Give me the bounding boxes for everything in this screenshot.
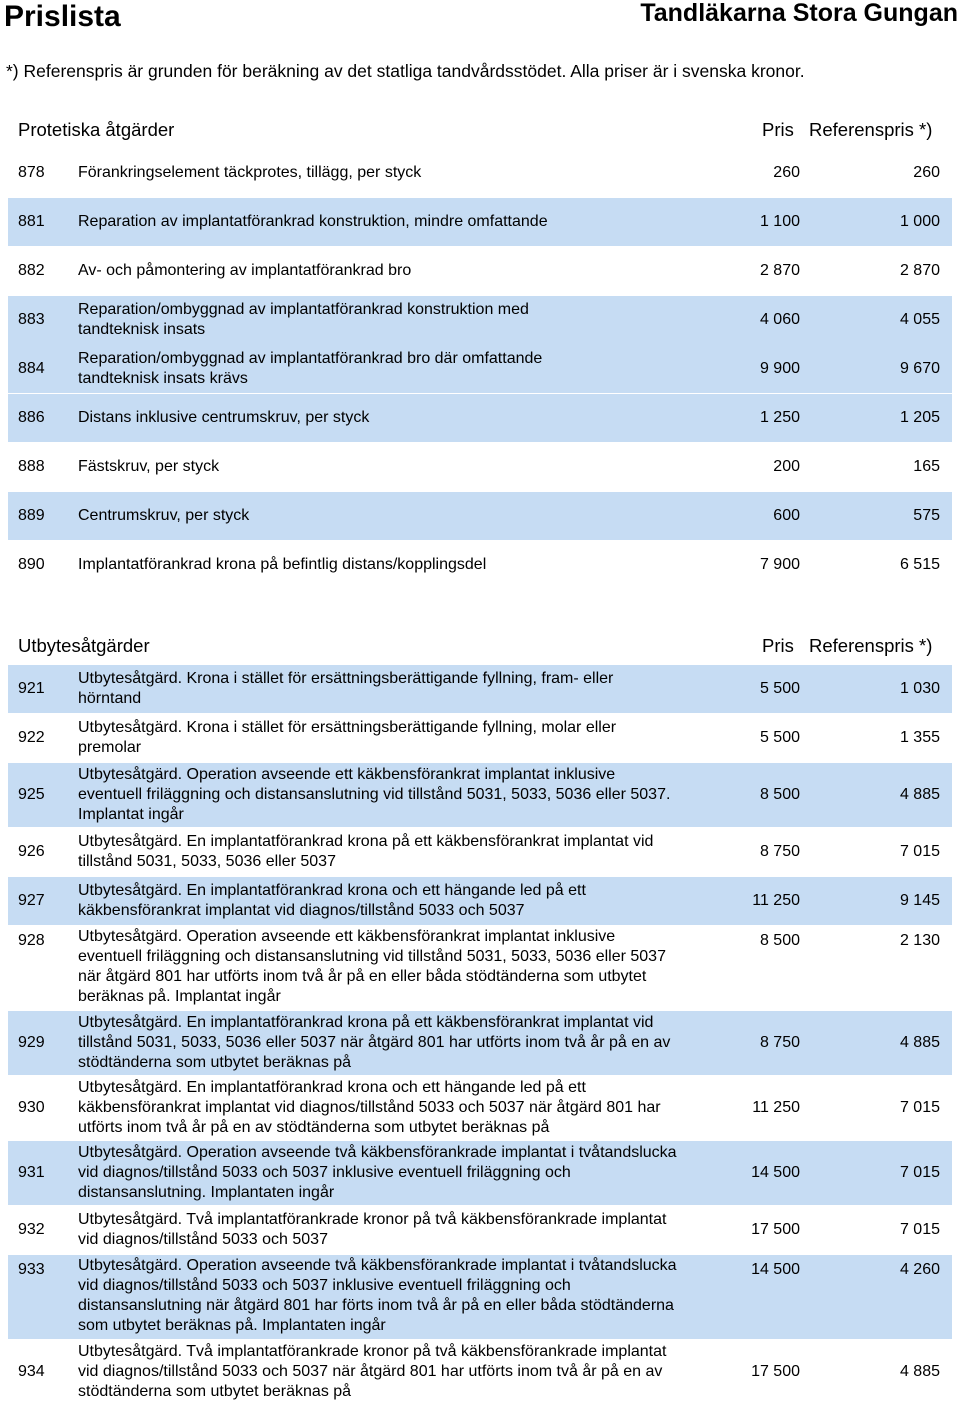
price-row	[8, 1340, 952, 1404]
price-column-header: Pris	[762, 635, 794, 656]
procedure-code: 889	[18, 507, 45, 524]
procedure-reference-price: 2 870	[899, 262, 940, 279]
procedure-reference-price: 9 145	[899, 892, 940, 909]
procedure-price: 8 500	[759, 932, 800, 949]
procedure-description: Utbytesåtgärd. Operation avseende två käkbensförankrade implantat i tvåtandslucka vid diagnos/tillstånd 5033 och 5037 inklusive eventuell friläggning och distansanslutning när åtgärd 801 har förts inom två år på en eller båda stödtänderna som utbytet beräknas på. Implantaten ingår	[78, 1257, 677, 1334]
procedure-code: 890	[18, 556, 45, 573]
procedure-price: 8 750	[759, 1034, 800, 1051]
procedure-code: 928	[18, 932, 45, 949]
section-header	[8, 107, 952, 149]
procedure-code: 933	[18, 1261, 45, 1278]
reference-price-note: *) Referenspris är grunden för beräkning av det statliga tandvårdsstödet. Alla priser är i svenska kronor.	[6, 61, 805, 81]
procedure-code: 878	[18, 164, 45, 181]
procedure-code: 930	[18, 1099, 45, 1116]
price-row	[8, 247, 952, 295]
procedure-reference-price: 7 015	[899, 1164, 940, 1181]
price-row	[8, 492, 952, 540]
procedure-price: 5 500	[759, 680, 800, 697]
procedure-code: 886	[18, 409, 45, 426]
procedure-reference-price: 4 885	[899, 786, 940, 803]
procedure-description: Utbytesåtgärd. En implantatförankrad krona på ett käkbensförankrat implantat vid tillstånd 5031, 5033, 5036 eller 5037 när åtgärd 801 har utförts inom två år på en av stödtänderna som utbytet beräknas på	[78, 1014, 671, 1071]
procedure-code: 881	[18, 213, 45, 230]
procedure-description: Reparation av implantatförankrad konstruktion, mindre omfattande	[78, 213, 548, 230]
procedure-description: Utbytesåtgärd. Operation avseende ett käkbensförankrat implantat inklusive eventuell friläggning och distansanslutning vid tillstånd 5031, 5033, 5036 eller 5037 när åtgärd 801 har utförts inom två år på en eller båda stödtänderna som utbytet beräknas på. Implantat ingår	[78, 928, 666, 1005]
price-row	[8, 877, 952, 925]
procedure-reference-price: 1 030	[899, 680, 940, 697]
price-row	[8, 1255, 952, 1339]
procedure-description: Utbytesåtgärd. Krona i stället för ersättningsberättigande fyllning, molar eller premolar	[78, 719, 617, 756]
procedure-reference-price: 260	[913, 164, 940, 181]
procedure-description: Reparation/ombyggnad av implantatförankrad konstruktion med tandteknisk insats	[78, 301, 529, 338]
price-row	[8, 665, 952, 713]
procedure-code: 926	[18, 843, 45, 860]
section-title: Protetiska åtgärder	[18, 119, 175, 140]
price-row	[8, 1076, 952, 1140]
procedure-code: 927	[18, 892, 45, 909]
price-row	[8, 149, 952, 197]
price-row-group	[8, 296, 952, 393]
procedure-price: 11 250	[752, 1099, 800, 1116]
price-row	[8, 394, 952, 442]
price-row	[8, 1206, 952, 1254]
section-protetiska	[8, 107, 952, 590]
page-title: Prislista	[4, 0, 121, 33]
section-utbytesatgarder	[8, 623, 952, 1404]
procedure-description: Utbytesåtgärd. En implantatförankrad krona på ett käkbensförankrat implantat vid tillstånd 5031, 5033, 5036 eller 5037	[78, 833, 654, 870]
procedure-code: 934	[18, 1363, 45, 1380]
procedure-code: 931	[18, 1164, 45, 1181]
procedure-reference-price: 2 130	[899, 932, 940, 949]
procedure-price: 9 900	[759, 359, 800, 377]
procedure-price: 4 060	[759, 311, 800, 328]
procedure-description: Utbytesåtgärd. Krona i stället för ersättningsberättigande fyllning, fram- eller hörntand	[78, 670, 614, 707]
clinic-name: Tandläkarna Stora Gungan	[640, 0, 958, 27]
price-row	[8, 714, 952, 762]
procedure-code: 883	[18, 311, 45, 328]
procedure-description: Utbytesåtgärd. En implantatförankrad krona och ett hängande led på ett käkbensförankrat implantat vid diagnos/tillstånd 5033 och 5037	[78, 882, 586, 919]
procedure-reference-price: 1 205	[899, 409, 940, 426]
procedure-code: 921	[18, 680, 45, 697]
procedure-description: Implantatförankrad krona på befintlig distans/kopplingsdel	[78, 556, 487, 573]
procedure-description: Utbytesåtgärd. Två implantatförankrade kronor på två käkbensförankrade implantat vid diagnos/tillstånd 5033 och 5037	[78, 1211, 667, 1248]
procedure-code: 884	[18, 359, 45, 377]
price-row	[8, 443, 952, 491]
price-row	[8, 541, 952, 589]
procedure-code: 929	[18, 1034, 45, 1051]
procedure-price: 260	[773, 164, 800, 181]
price-row	[8, 926, 952, 1010]
procedure-price: 8 500	[759, 786, 800, 803]
procedure-description: Utbytesåtgärd. En implantatförankrad krona och ett hängande led på ett käkbensförankrat implantat vid diagnos/tillstånd 5033 och 5037 när åtgärd 801 har utförts inom två år på en av stödtänderna som utbytet beräknas på	[78, 1079, 661, 1136]
price-row	[8, 198, 952, 246]
price-row	[8, 763, 952, 827]
procedure-price: 14 500	[751, 1164, 800, 1181]
procedure-description: Reparation/ombyggnad av implantatförankrad bro där omfattande tandteknisk insats krävs	[78, 349, 543, 387]
procedure-code: 882	[18, 262, 45, 279]
procedure-description: Distans inklusive centrumskruv, per styck	[78, 409, 370, 426]
procedure-price: 2 870	[759, 262, 800, 279]
procedure-reference-price: 575	[913, 507, 940, 524]
reference-price-column-header: Referenspris *)	[809, 635, 933, 656]
procedure-code: 925	[18, 786, 45, 803]
procedure-price: 11 250	[752, 892, 800, 909]
procedure-price: 17 500	[751, 1363, 800, 1380]
procedure-price: 600	[773, 507, 800, 524]
procedure-price: 1 100	[759, 213, 800, 230]
procedure-reference-price: 165	[913, 458, 940, 475]
procedure-description: Centrumskruv, per styck	[78, 507, 250, 524]
procedure-reference-price: 6 515	[899, 556, 940, 573]
procedure-description: Utbytesåtgärd. Operation avseende ett käkbensförankrat implantat inklusive eventuell friläggning och distansanslutning vid tillstånd 5031, 5033, 5036 eller 5037. Implantat ingår	[78, 766, 671, 823]
procedure-description: Av- och påmontering av implantatförankrad bro	[78, 262, 412, 279]
procedure-description: Utbytesåtgärd. Operation avseende två käkbensförankrade implantat i tvåtandslucka vid diagnos/tillstånd 5033 och 5037 inklusive eventuell friläggning och distansanslutning. Implantaten ingår	[78, 1144, 677, 1201]
price-row	[8, 1011, 952, 1075]
price-column-header: Pris	[762, 119, 794, 140]
procedure-reference-price: 7 015	[899, 843, 940, 860]
procedure-code: 888	[18, 458, 45, 475]
procedure-reference-price: 4 260	[899, 1261, 940, 1278]
procedure-price: 8 750	[759, 843, 800, 860]
procedure-price: 7 900	[759, 556, 800, 573]
procedure-code: 922	[18, 729, 45, 746]
procedure-reference-price: 4 055	[899, 311, 940, 328]
procedure-reference-price: 7 015	[899, 1099, 940, 1116]
procedure-reference-price: 1 355	[899, 729, 940, 746]
procedure-description: Fästskruv, per styck	[78, 458, 220, 475]
procedure-price: 14 500	[751, 1261, 800, 1278]
procedure-description: Förankringselement täckprotes, tillägg, per styck	[78, 164, 422, 181]
procedure-price: 1 250	[759, 409, 800, 426]
procedure-reference-price: 1 000	[899, 213, 940, 230]
section-title: Utbytesåtgärder	[18, 635, 150, 656]
section-header	[8, 623, 952, 665]
procedure-price: 17 500	[751, 1221, 800, 1238]
procedure-description: Utbytesåtgärd. Två implantatförankrade kronor på två käkbensförankrade implantat vid diagnos/tillstånd 5033 och 5037 när åtgärd 801 har utförts inom två år på en av stödtänderna som utbytet beräknas på	[78, 1343, 667, 1400]
procedure-price: 5 500	[759, 729, 800, 746]
procedure-reference-price: 4 885	[899, 1034, 940, 1051]
procedure-reference-price: 4 885	[899, 1363, 940, 1380]
price-row	[8, 828, 952, 876]
procedure-code: 932	[18, 1221, 45, 1238]
price-row	[8, 1141, 952, 1205]
procedure-reference-price: 9 670	[899, 359, 940, 377]
reference-price-column-header: Referenspris *)	[809, 119, 933, 140]
procedure-reference-price: 7 015	[899, 1221, 940, 1238]
procedure-price: 200	[773, 458, 800, 475]
